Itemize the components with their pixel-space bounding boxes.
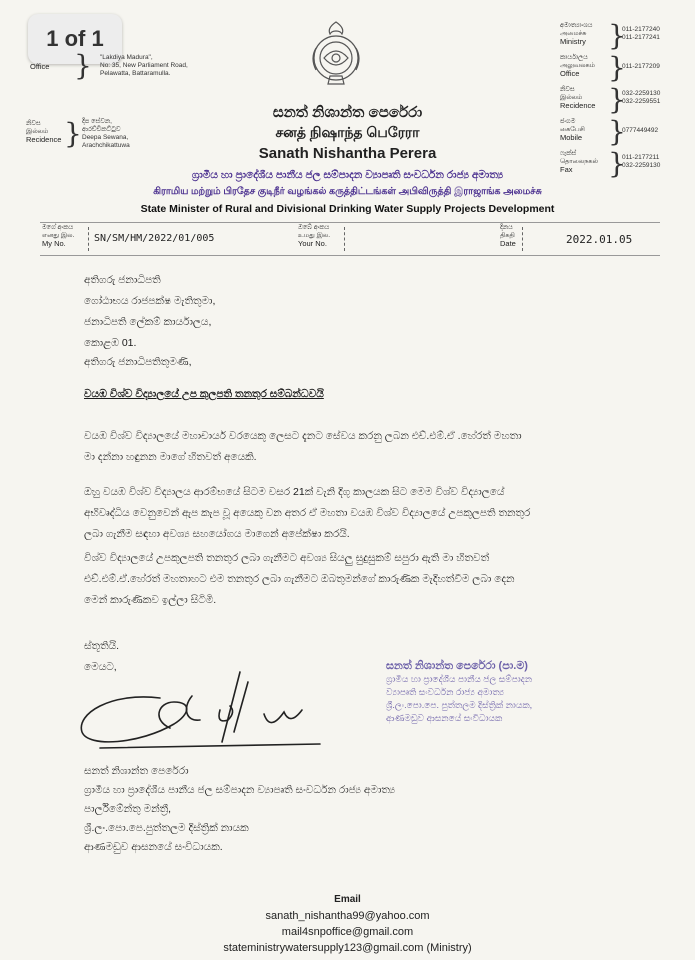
signer-line-1: සනත් නිශාන්ත පෙරේරා: [84, 765, 189, 777]
my-no-label-en: My No.: [42, 239, 66, 248]
contact-mobile-number-1: 0777449492: [622, 127, 659, 134]
date-value: 2022.01.05: [566, 233, 633, 246]
contact-residence-number-2: 032-2259551: [622, 98, 661, 105]
your-no-label-si: ඔබේ අංකය: [298, 224, 330, 231]
right-contacts: [560, 19, 690, 182]
stamp-line-3: ශ්‍රී.ලං.පො.පෙ. පුත්තලම දිස්ත්‍රික් නායක,: [386, 700, 533, 710]
contact-mobile-label-en: Mobile: [560, 133, 583, 142]
office-brace: }: [74, 49, 92, 82]
contact-mobile: ජංගම கைபேசி Mobile } 0777449492: [560, 115, 659, 148]
ministry-sinhala: ග්‍රාමීය හා ප්‍රාදේශීය පානීය ජල සම්පාදන ව්‍යාපෘති සංවර්ධන රාජ්‍ය අමාත්‍ය: [191, 169, 504, 181]
contact-mobile-label-ta: கைபேசி: [560, 126, 585, 133]
contact-fax: ෆැක්ස් தொலைநகல் Fax } 011-2177211 032-2259130: [560, 147, 661, 180]
signer-block: [84, 762, 395, 857]
name-tamil: சனத் நிஷாந்த பெரேரா: [275, 124, 420, 140]
page-counter-badge: 1 of 1: [28, 14, 122, 64]
residence-address-line-4: Arachchikattuwa: [82, 142, 130, 149]
stamp-title: සනත් නිශාන්ත පෙරේරා (පා.ම): [386, 660, 528, 672]
contact-mobile-label-si: ජංගම: [560, 118, 576, 125]
office-address-line-2: No: 35, New Parliament Road,: [100, 62, 188, 69]
your-no-divider: [344, 227, 345, 251]
contact-residence: නිවස இல்லம் Recidence } 032-2259130 032-2259551: [560, 83, 661, 116]
contact-ministry-number-1: 011-2177240: [622, 26, 660, 33]
ministry-tamil: கிராமிய மற்றும் பிரதேச குடிநீர் வழங்கல் கருத்திட்டங்கள் அபிவிருத்தி இராஜாங்க அமைச்சு: [153, 186, 542, 197]
name-sinhala: සනත් නිශාන්ත පෙරේරා: [272, 104, 423, 121]
paragraph-1: [84, 426, 522, 468]
paragraph-1-line-2: මා දන්නා හඳුනන මාගේ හිතවත් අයෙකි.: [84, 451, 257, 463]
addressee-line-1: අතිගරු ජනාධිපති: [84, 274, 161, 286]
signer-line-2: ග්‍රාමීය හා ප්‍රාදේශීය පානීය ජල සම්පාදන ව්‍යාපෘති සංවර්ධන රාජ්‍ය අමාත්‍ය: [84, 784, 396, 796]
contact-residence-label-en: Recidence: [560, 101, 596, 110]
contact-office: කාර්යාලය அலுவலகம் Office } 011-2177209: [560, 51, 660, 84]
residence-label-en: Recidence: [26, 135, 62, 144]
your-no-label-en: Your No.: [298, 239, 327, 248]
paragraph-2: [84, 482, 530, 545]
contact-fax-label-en: Fax: [560, 165, 573, 174]
contact-fax-number-2: 032-2259130: [622, 162, 661, 169]
contact-ministry-label-en: Ministry: [560, 37, 586, 46]
date-label-en: Date: [500, 239, 516, 248]
closing-thanks: ස්තූතියි.: [84, 640, 120, 652]
addressee-line-2: ගෝඨාභය රාජපක්ෂ මැතිතුමා,: [84, 295, 216, 307]
addressee-line-4: කොළඹ 01.: [84, 337, 137, 349]
contact-residence-label-ta: இல்லம்: [560, 94, 583, 101]
letter-subject: වයඹ විශ්ව විද්‍යාලයේ උප කුලපති තනතුර සම්බන්ධවයි: [84, 388, 324, 400]
contact-ministry-label-ta: அமைச்சு: [560, 30, 587, 37]
paragraph-3: [84, 548, 515, 611]
paragraph-3-line-1: විශ්ව විද්‍යාලයේ උපකුලපති තනතුර ලබා ගැනීමට අවශ්‍ය සියලු සුදුසුකම් සපුරා ඇති මා හිතවත්: [84, 552, 490, 564]
addressee-block: [84, 270, 215, 354]
your-no-label-ta: உமது இல.: [298, 232, 331, 239]
contact-office-label-si: කාර්යාලය: [560, 54, 588, 61]
handwritten-signature: [70, 662, 340, 758]
email-yahoo: sanath_nishantha99@yahoo.com: [265, 910, 430, 922]
residence-label-ta: இல்லம்: [26, 128, 49, 135]
salutation: අතිගරු ජනාධිපතිතුමණි,: [84, 356, 192, 368]
email-office: mail4snpoffice@gmail.com: [281, 926, 414, 938]
email-label: Email: [334, 894, 361, 905]
official-stamp: [386, 660, 532, 725]
contact-ministry-number-2: 011-2177241: [622, 34, 660, 41]
signer-line-3: පාර්ලිමේන්තු මන්ත්‍රී,: [84, 803, 172, 815]
contact-ministry: අමාත්‍යාංශය அமைச்சு Ministry } 011-2177240 011-2177241: [560, 19, 660, 52]
ministry-english: State Minister of Rural and Divisional Drinking Water Supply Projects Development: [140, 203, 555, 215]
paragraph-2-line-2: අභිවෘද්ධිය වෙනුවෙන් ඇප කැප වූ අයෙකු වන අතර ඒ මහතා වයඹ විශ්ව විද්‍යාලයේ උපකුලපති තනතුර: [84, 507, 531, 519]
contact-residence-label-si: නිවස: [560, 86, 575, 93]
sri-lanka-emblem-icon: [306, 18, 366, 90]
contact-office-label-ta: அலுவலகம்: [560, 62, 595, 69]
office-address-line-3: Pelawatta, Battaramulla.: [100, 70, 171, 77]
name-english: Sanath Nishantha Perera: [258, 145, 437, 162]
office-address-block: [100, 30, 190, 78]
date-label: [500, 224, 516, 248]
my-no-divider: [88, 227, 89, 251]
contact-fax-label-si: ෆැක්ස්: [560, 150, 577, 157]
paragraph-2-line-1: ඔහු වයඹ විශ්ව විද්‍යාලය ආරම්භයේ සිටම වසර 21ක් වැනි දිගු කාලයක සිට මෙම විශ්ව විද්‍යාලයේ: [84, 486, 505, 498]
addressee-line-3: ජනාධිපති ලේකම් කාර්යාලය,: [84, 316, 212, 328]
contact-office-number-1: 011-2177209: [622, 63, 660, 70]
date-label-ta: திகதி: [500, 232, 515, 239]
residence-address-line-2: ආරච්චිකට්ටුව: [82, 126, 121, 133]
my-no-label: [42, 224, 74, 248]
stamp-line-2: ව්‍යාපෘති සංවර්ධන රාජ්‍ය අමාත්‍ය: [386, 687, 505, 697]
paragraph-3-line-2: එච්.එම්.ඒ.හේරත් මහතාහට එම තනතුර ලබා ගැනීමට ඔබතුමන්ගේ කාරුණික මැදිහත්වීම ලබා දෙන: [84, 573, 515, 585]
contact-fax-label-ta: தொலைநகல்: [560, 158, 598, 165]
residence-address-line-1: දීප සේවන,: [82, 118, 112, 125]
date-label-si: දිනය: [500, 224, 513, 231]
residence-brace: }: [64, 117, 82, 150]
paragraph-1-line-1: වයඹ විශ්ව විද්‍යාලයේ මහාචාර්ය වරයෙකු ලෙසට දැනට සේවය කරනු ලබන එච්.එම්.ඒ .හේරත් මහතා: [84, 430, 522, 442]
reference-bar: [40, 222, 660, 256]
your-no-label: [298, 224, 330, 248]
office-label: [30, 62, 49, 71]
residence-label-si: නිවස: [26, 120, 41, 127]
signer-line-4: ශ්‍රී.ලං.පො.පෙ.පුත්තලම දිස්ත්‍රික් නායක: [84, 822, 249, 834]
stamp-line-4: ආණමඩුව ආසනයේ සංවිධායක: [386, 713, 503, 723]
contact-ministry-label-si: අමාත්‍යාංශය: [560, 22, 593, 29]
contact-office-label-en: Office: [560, 69, 580, 78]
my-no-label-ta: எனது இல.: [42, 232, 75, 239]
my-no-label-si: මගේ අංකය: [42, 224, 74, 231]
stamp-line-1: ග්‍රාමීය හා ප්‍රාදේශීය පානීය ජල සම්පාදන: [386, 674, 533, 684]
footer-email-block: [0, 892, 695, 956]
email-ministry: stateministrywatersupply123@gmail.com (Ministry): [223, 942, 472, 954]
residence-address-line-3: Deepa Sewana,: [82, 134, 129, 141]
contact-residence-number-1: 032-2259130: [622, 90, 661, 97]
office-address-line-1: "Lakdiya Madura",: [100, 54, 153, 61]
my-no-value: SN/SM/HM/2022/01/005: [94, 233, 215, 244]
signer-line-5: ආණමඩුව ආසනයේ සංවිධායක.: [84, 841, 223, 853]
date-divider: [522, 227, 523, 251]
closing-yours: මෙයට,: [84, 661, 117, 673]
office-label-en: Office: [30, 62, 50, 71]
paragraph-2-line-3: ලබා ගැනීම සඳහා අවශ්‍ය සහයෝගය මාගෙන් අපේක්ෂා කරයි.: [84, 528, 350, 540]
paragraph-3-line-3: මෙන් කාරුණිකව ඉල්ලා සිටිමි.: [84, 594, 217, 606]
contact-fax-number-1: 011-2177211: [622, 154, 660, 161]
